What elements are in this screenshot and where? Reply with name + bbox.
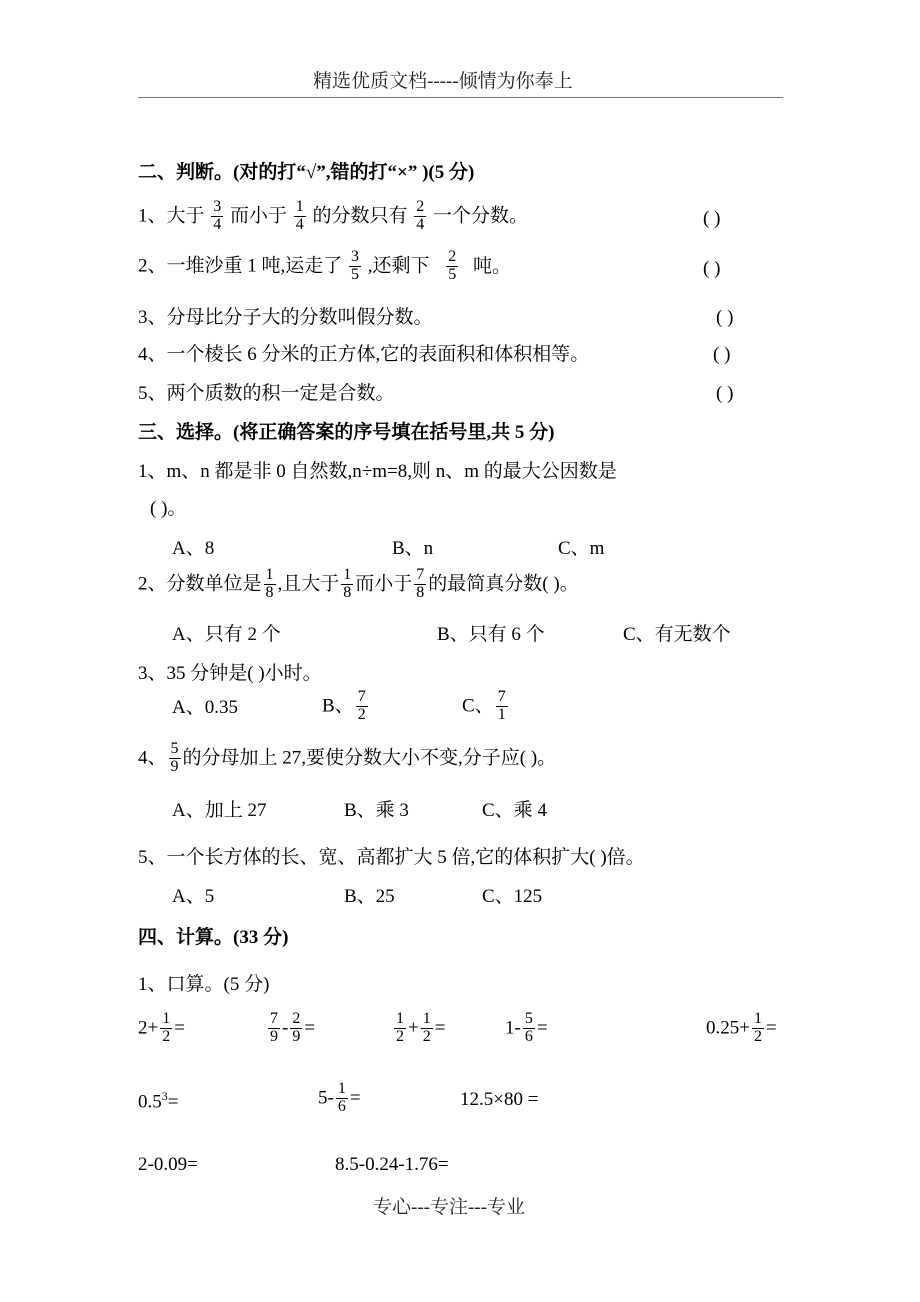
option-a[interactable]: A、只有 2 个 xyxy=(172,624,281,645)
answer-blank[interactable]: ( ) xyxy=(703,258,721,279)
calc-item: 1- $\frac{5}{6}$ = xyxy=(505,1010,548,1045)
fraction: $\frac{1}{4}$ xyxy=(295,198,304,233)
option-c[interactable]: C、 $\frac{7}{1}$ xyxy=(462,688,506,723)
fraction: $\frac{1}{2}$ xyxy=(753,1010,762,1045)
q-text: 的分母加上 27,要使分数大小不变,分子应( )。 xyxy=(182,747,557,769)
header-rule xyxy=(138,97,783,98)
fraction: $\frac{5}{9}$ xyxy=(170,740,179,775)
fraction: $\frac{2}{5}$ xyxy=(448,248,457,283)
section-3-title: 三、选择。(将正确答案的序号填在括号里,共 5 分) xyxy=(138,422,555,443)
q-text: 一个分数。 xyxy=(433,205,529,227)
option-b[interactable]: B、n xyxy=(392,538,434,559)
choice-q4 xyxy=(138,742,556,777)
choice-q3: 3、35 分钟是( )小时。 xyxy=(138,663,322,684)
fraction: $\frac{1}{8}$ xyxy=(265,566,274,601)
answer-blank[interactable]: ( ) xyxy=(703,208,721,229)
option-c[interactable]: C、乘 4 xyxy=(482,800,547,821)
option-b[interactable]: B、只有 6 个 xyxy=(437,624,545,645)
option-c[interactable]: C、m xyxy=(558,538,605,559)
fraction: $\frac{1}{8}$ xyxy=(343,566,352,601)
q-text: 而小于 xyxy=(230,205,288,227)
page-header: 精选优质文档-----倾情为你奉上 xyxy=(313,71,573,92)
option-a[interactable]: A、5 xyxy=(172,886,215,907)
option-b[interactable]: B、 $\frac{7}{2}$ xyxy=(322,688,366,723)
page-footer: 专心---专注---专业 xyxy=(373,1197,525,1218)
judge-q5: 5、两个质数的积一定是合数。 xyxy=(138,383,395,404)
calc-item: $0.5^3=$ xyxy=(138,1089,179,1113)
q-text: 1、大于 xyxy=(138,205,205,227)
fraction: $\frac{3}{5}$ xyxy=(351,248,360,283)
q-text: ,还剩下 xyxy=(367,255,430,277)
option-a[interactable]: A、加上 27 xyxy=(172,800,267,821)
fraction: $\frac{1}{2}$ xyxy=(396,1010,404,1045)
option-c[interactable]: C、125 xyxy=(482,886,543,907)
option-b[interactable]: B、25 xyxy=(344,886,395,907)
calc-item: 12.5×80 = xyxy=(460,1089,539,1110)
fraction: $\frac{7}{2}$ xyxy=(357,688,366,723)
choice-q1: 1、m、n 都是非 0 自然数,n÷m=8,则 n、m 的最大公因数是 xyxy=(138,461,617,482)
fraction: $\frac{3}{4}$ xyxy=(213,198,222,233)
answer-blank[interactable]: ( ) xyxy=(716,383,734,404)
q-text: 吨。 xyxy=(473,255,512,277)
calc-item: 5- $\frac{1}{6}$ = xyxy=(318,1080,361,1115)
fraction: $\frac{1}{6}$ xyxy=(337,1080,346,1115)
q-text: 2、分数单位是 xyxy=(138,573,262,595)
judge-q1 xyxy=(138,200,528,235)
calc-item: 8.5-0.24-1.76= xyxy=(335,1154,449,1175)
section-2-title: 二、判断。(对的打“√”,错的打“×” )(5 分) xyxy=(138,162,475,183)
choice-q2 xyxy=(138,568,579,603)
calc-item: $\frac{1}{2}$ + $\frac{1}{2}$ = xyxy=(396,1010,446,1045)
fraction: $\frac{7}{8}$ xyxy=(416,566,425,601)
calc-item: 2+ $\frac{1}{2}$ = xyxy=(138,1010,185,1045)
fraction: $\frac{5}{6}$ xyxy=(524,1010,533,1045)
calc-item: $\frac{7}{9}$ - $\frac{2}{9}$ = xyxy=(270,1010,316,1045)
fraction: $\frac{2}{9}$ xyxy=(292,1010,301,1045)
q-text: 的分数只有 xyxy=(312,205,408,227)
fraction: $\frac{1}{2}$ xyxy=(162,1010,171,1045)
judge-q3: 3、分母比分子大的分数叫假分数。 xyxy=(138,307,433,328)
section-4-title: 四、计算。(33 分) xyxy=(138,927,289,948)
fraction: $\frac{1}{2}$ xyxy=(422,1010,431,1045)
answer-blank[interactable]: ( )。 xyxy=(150,498,187,519)
answer-blank[interactable]: ( ) xyxy=(716,307,734,328)
fraction: $\frac{2}{4}$ xyxy=(416,198,425,233)
choice-q5: 5、一个长方体的长、宽、高都扩大 5 倍,它的体积扩大( )倍。 xyxy=(138,847,645,868)
q-text: 2、一堆沙重 1 吨,运走了 xyxy=(138,255,343,277)
fraction: $\frac{7}{1}$ xyxy=(497,688,506,723)
q-text: 的最简真分数( )。 xyxy=(428,573,579,595)
calc-item: 0.25+ $\frac{1}{2}$ = xyxy=(706,1010,777,1045)
option-a[interactable]: A、8 xyxy=(172,538,215,559)
option-c[interactable]: C、有无数个 xyxy=(623,624,731,645)
judge-q4: 4、一个棱长 6 分米的正方体,它的表面积和体积相等。 xyxy=(138,344,590,365)
q-text: 而小于 xyxy=(355,573,413,595)
judge-q2 xyxy=(138,250,511,285)
subsection-oral: 1、口算。(5 分) xyxy=(138,974,270,995)
calc-item: 2-0.09= xyxy=(138,1154,198,1175)
option-a[interactable]: A、0.35 xyxy=(172,697,238,718)
q-text: ,且大于 xyxy=(277,573,340,595)
answer-blank[interactable]: ( ) xyxy=(713,344,731,365)
q-text: 4、 xyxy=(138,747,167,769)
fraction: $\frac{7}{9}$ xyxy=(270,1010,278,1045)
option-b[interactable]: B、乘 3 xyxy=(344,800,409,821)
